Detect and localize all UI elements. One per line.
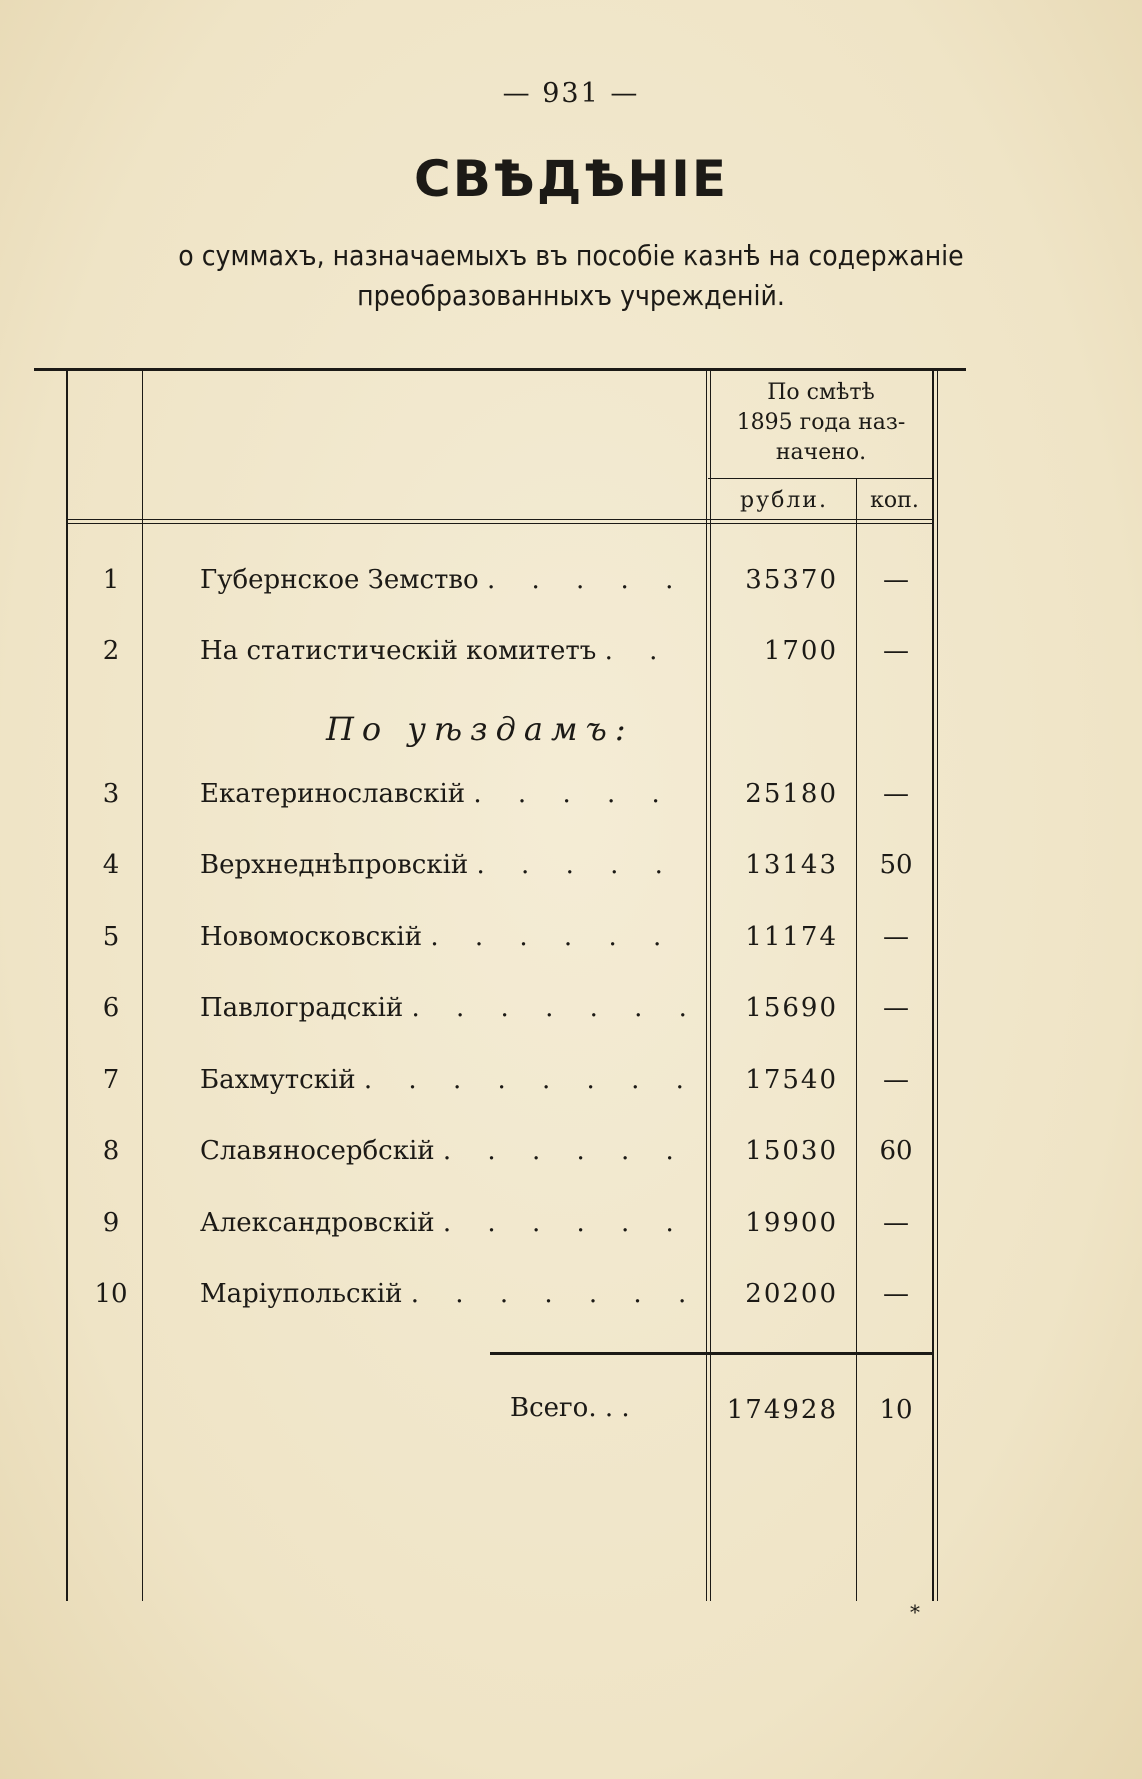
table-header-rule	[66, 519, 932, 520]
table-top-rule	[34, 368, 966, 371]
row-4-kopecks: 50	[879, 850, 913, 880]
row-2-label: На статистическій комитетъ	[200, 636, 597, 666]
row-10-number: 10	[94, 1279, 128, 1309]
row-9-kopecks: —	[883, 1208, 909, 1238]
col-rule-budget-1	[706, 371, 707, 1601]
row-6-number: 6	[102, 993, 120, 1023]
row-3-name	[200, 777, 700, 811]
row-7-kopecks: —	[883, 1065, 909, 1095]
row-7-name	[200, 1063, 700, 1097]
row-1-label: Губернское Земство	[200, 565, 479, 595]
row-10-kopecks: —	[883, 1279, 909, 1309]
document-title: СВѢДѢНІЕ	[414, 150, 728, 208]
row-2-rubles: 1700	[763, 636, 838, 666]
col-rule-left	[66, 371, 68, 1601]
row-5-kopecks: —	[883, 922, 909, 952]
row-9-name	[200, 1206, 700, 1240]
row-5-name	[200, 920, 700, 954]
row-8-rubles: 15030	[745, 1136, 838, 1166]
row-4-number: 4	[102, 850, 120, 880]
row-5-rubles: 11174	[745, 922, 838, 952]
row-5-dots: . . . . . .	[430, 922, 676, 952]
budget-header-line-1: По смѣтѣ	[767, 380, 875, 405]
row-7-dots: . . . . . . . .	[363, 1065, 698, 1095]
col-rule-num	[142, 371, 143, 1601]
budget-header-line-2: 1895 года наз-	[736, 410, 906, 435]
row-6-name	[200, 991, 700, 1025]
col-rule-right	[932, 371, 934, 1601]
row-1-rubles: 35370	[745, 565, 838, 595]
row-6-kopecks: —	[883, 993, 909, 1023]
subtitle-line-2: преобразованныхъ учрежденій.	[357, 279, 785, 312]
row-9-number: 9	[102, 1208, 120, 1238]
row-9-dots: . . . . . .	[442, 1208, 688, 1238]
row-4-dots: . . . . .	[476, 850, 677, 880]
row-4-name	[200, 848, 700, 882]
budget-header-line-3: начено.	[775, 440, 867, 465]
row-8-kopecks: 60	[879, 1136, 913, 1166]
row-5-number: 5	[102, 922, 120, 952]
row-8-name	[200, 1134, 700, 1168]
row-2-kopecks: —	[883, 636, 909, 666]
section-label: По уѣздамъ:	[326, 710, 634, 748]
row-3-dots: . . . . .	[473, 779, 674, 809]
row-10-dots: . . . . . . .	[410, 1279, 701, 1309]
row-4-label: Верхнеднѣпровскій	[200, 850, 469, 880]
row-7-label: Бахмутскій	[200, 1065, 356, 1095]
row-3-kopecks: —	[883, 779, 909, 809]
row-5-label: Новомосковскій	[200, 922, 423, 952]
kopecks-header: коп.	[870, 488, 919, 513]
row-8-dots: . . . . . .	[442, 1136, 688, 1166]
rubles-header: рубли.	[740, 488, 828, 513]
total-label: Всего. . .	[510, 1393, 630, 1423]
row-7-number: 7	[102, 1065, 120, 1095]
row-3-number: 3	[102, 779, 120, 809]
row-7-rubles: 17540	[745, 1065, 838, 1095]
row-10-name	[200, 1277, 700, 1311]
row-10-label: Маріупольскій	[200, 1279, 403, 1309]
row-9-label: Александровскій	[200, 1208, 435, 1238]
row-4-rubles: 13143	[745, 850, 838, 880]
row-2-dots: . .	[604, 636, 672, 666]
row-8-label: Славяносербскій	[200, 1136, 435, 1166]
row-8-number: 8	[102, 1136, 120, 1166]
row-2-number: 2	[102, 636, 120, 666]
budget-header	[712, 378, 930, 468]
row-6-label: Павлоградскій	[200, 993, 404, 1023]
budget-subheader-rule	[708, 478, 932, 479]
document-subtitle	[40, 236, 1102, 316]
footnote-mark: *	[910, 1600, 920, 1624]
subtitle-line-1: о суммахъ, назначаемыхъ въ пособіе казнѣ на содержаніе	[178, 239, 964, 272]
page-number: — 931 —	[502, 78, 640, 109]
row-1-number: 1	[102, 565, 120, 595]
row-1-dots: . . . . .	[486, 565, 688, 595]
row-6-dots: . . . . . . .	[411, 993, 701, 1023]
total-rubles: 174928	[726, 1395, 838, 1425]
row-1-kopecks: —	[883, 565, 909, 595]
row-3-rubles: 25180	[745, 779, 838, 809]
total-rule	[490, 1352, 932, 1355]
row-9-rubles: 19900	[745, 1208, 838, 1238]
row-1-name	[200, 563, 700, 597]
row-3-label: Екатеринославскій	[200, 779, 466, 809]
table-header-rule-2	[66, 523, 932, 524]
row-6-rubles: 15690	[745, 993, 838, 1023]
row-2-name	[200, 634, 700, 668]
col-rule-right-2	[937, 371, 938, 1601]
row-10-rubles: 20200	[745, 1279, 838, 1309]
total-kopecks: 10	[879, 1395, 913, 1425]
